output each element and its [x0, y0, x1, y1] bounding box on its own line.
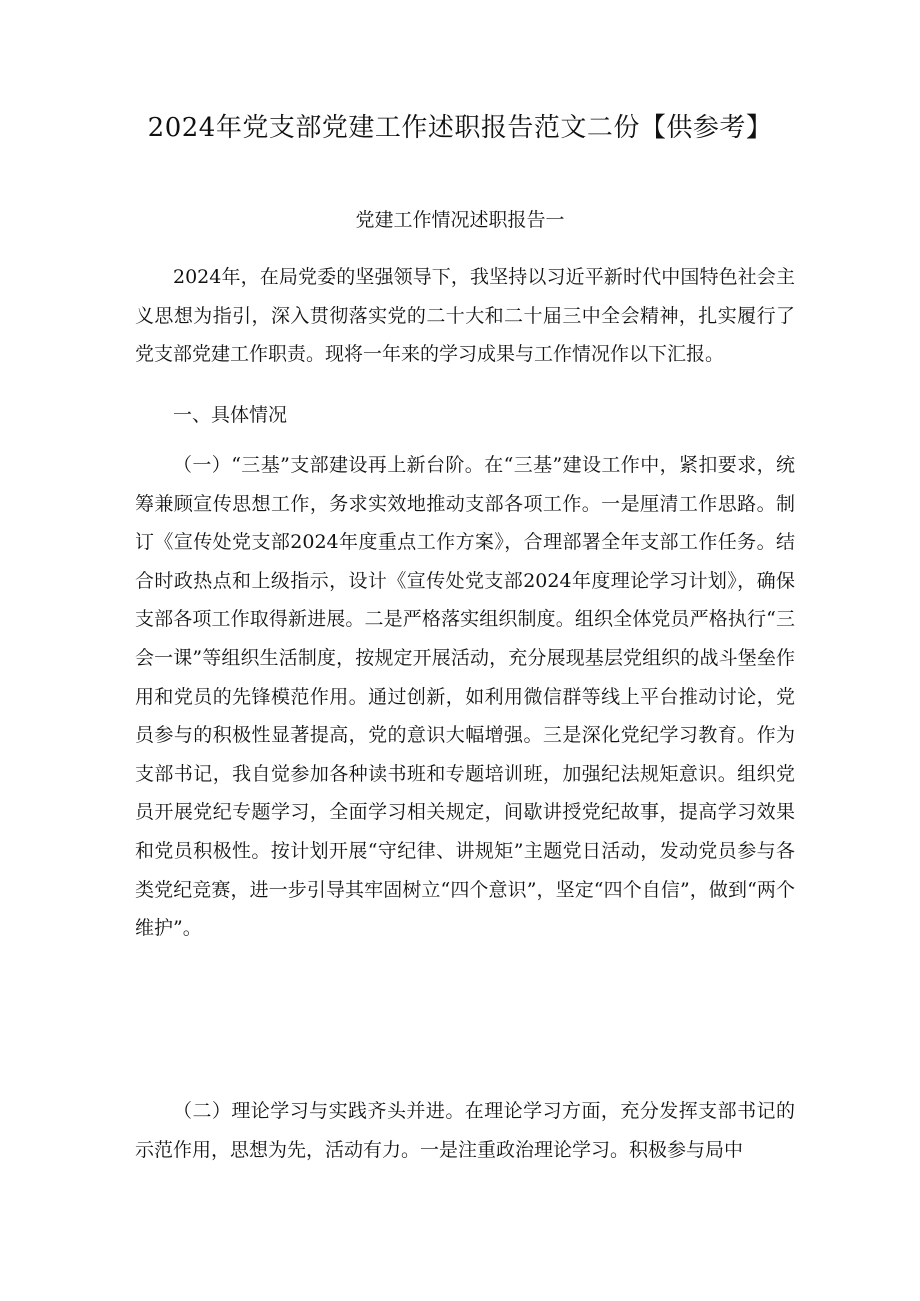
- intro-paragraph: 2024年，在局党委的坚强领导下，我坚持以习近平新时代中国特色社会主义思想为指引，深入贯彻落实党的二十大和二十届三中全会精神，扎实履行了党支部党建工作职责。现将一年来的学习成果与工作情况作以下汇报。: [135, 266, 795, 366]
- report-subtitle: 党建工作情况述职报告一: [355, 209, 565, 231]
- document-title: 2024年党支部党建工作述职报告范文二份【供参考】: [147, 113, 773, 143]
- body-paragraph: （一）“三基”支部建设再上新台阶。在“三基”建设工作中，紧扣要求，统筹兼顾宣传思想工作，务求实效地推动支部各项工作。一是厘清工作思路。制订《宣传处党支部2024年度重点工作方案》，合理部署全年支部工作任务。结合时政热点和上级指示，设计《宣传处党支部2024年度理论学习计划》，确保支部各项工作取得新进展。二是严格落实组织制度。组织全体党员严格执行“三会一课”等组织生活制度，按规定开展活动，充分展现基层党组织的战斗堡垒作用和党员的先锋模范作用。通过创新，如利用微信群等线上平台推动讨论，党员参与的积极性显著提高，党的意识大幅增强。三是深化党纪学习教育。作为支部书记，我自觉参加各种读书班和专题培训班，加强纪法规矩意识。组织党员开展党纪专题学习，全面学习相关规定，间歇讲授党纪故事，提高学习效果和党员积极性。按计划开展“守纪律、讲规矩”主题党日活动，发动党员参与各类党纪竞赛，进一步引导其牢固树立“四个意识”，坚定“四个自信”，做到“两个维护”。: [135, 454, 795, 940]
- body-paragraph: （二）理论学习与实践齐头并进。在理论学习方面，充分发挥支部书记的示范作用，思想为先，活动有力。一是注重政治理论学习。积极参与局中: [135, 1100, 795, 1161]
- section-heading: 一、具体情况: [173, 404, 288, 426]
